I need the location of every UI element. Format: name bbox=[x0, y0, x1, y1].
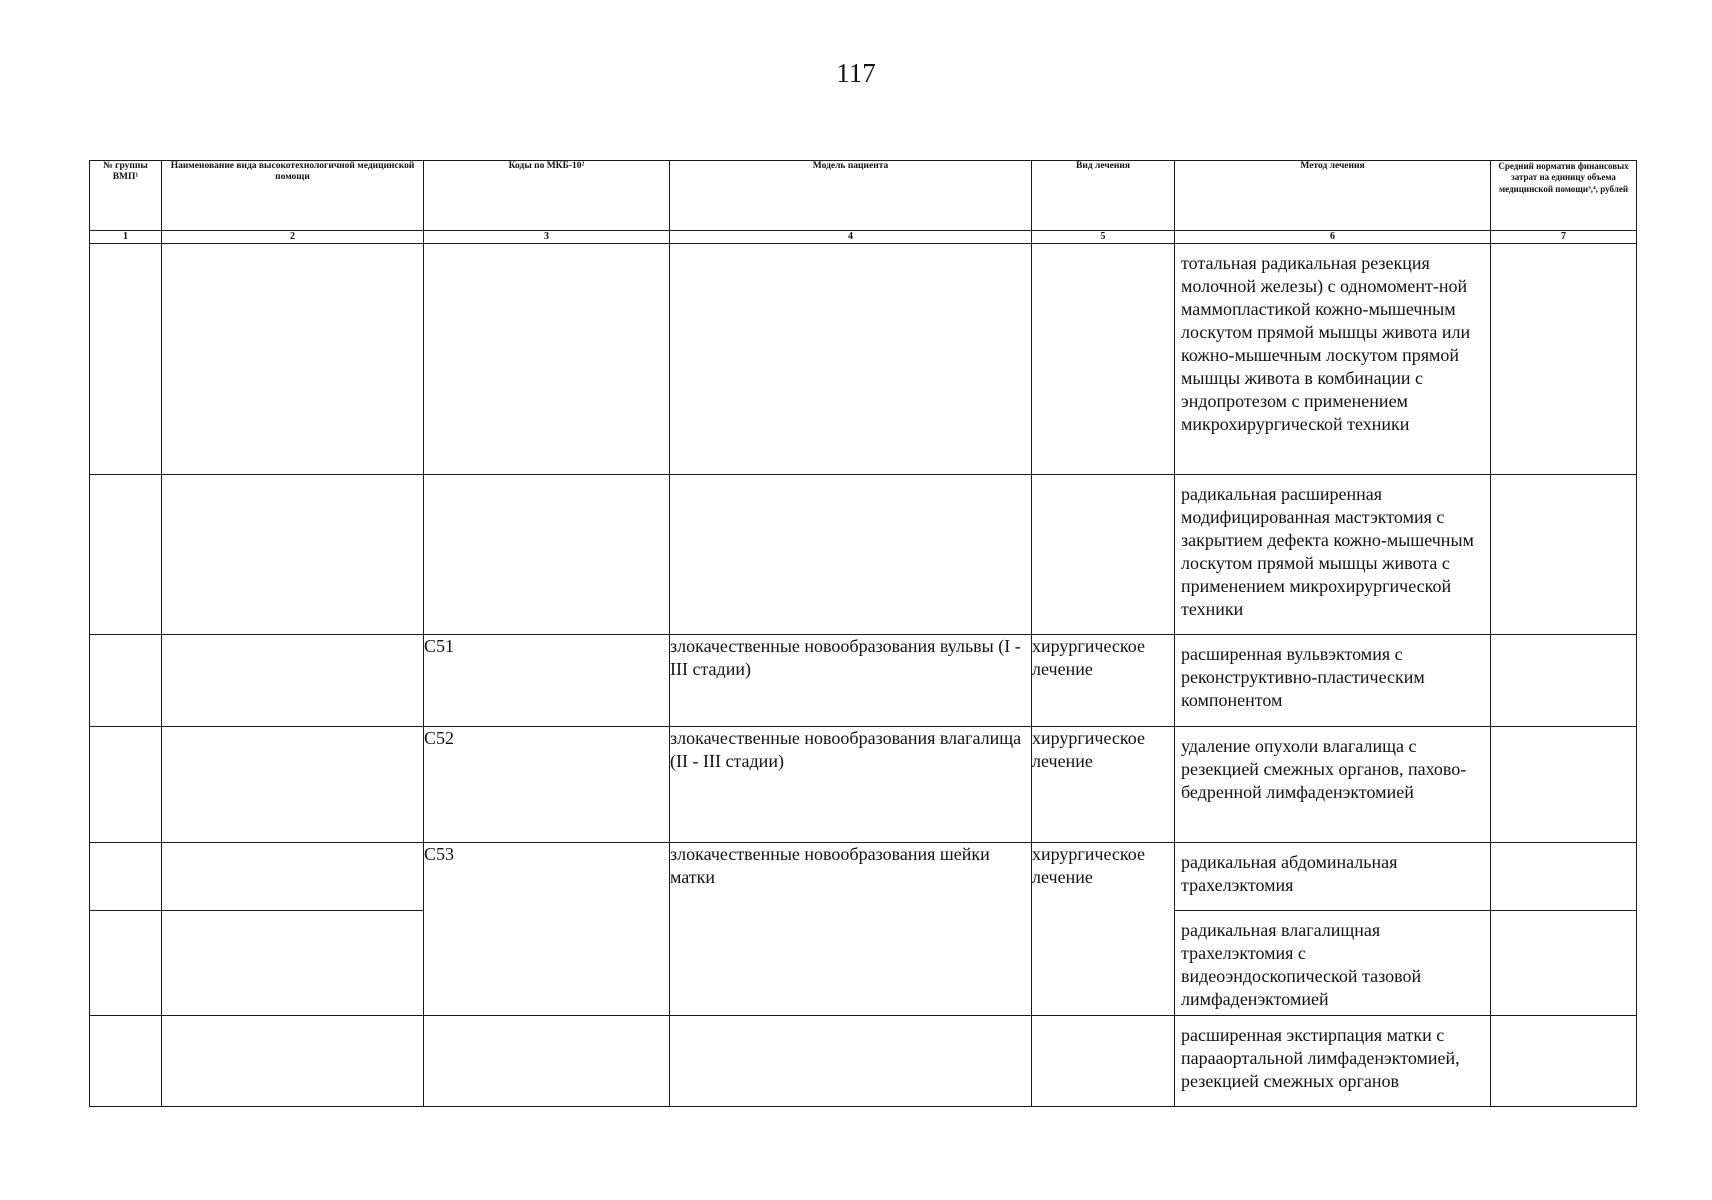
cost-cell bbox=[1491, 475, 1637, 635]
column-number: 5 bbox=[1032, 231, 1175, 244]
column-number: 6 bbox=[1175, 231, 1491, 244]
treatment-type-cell bbox=[1032, 1016, 1175, 1107]
group-cell bbox=[90, 1016, 162, 1107]
treatment-type-cell: хирургическое лечение bbox=[1032, 727, 1175, 843]
header-row bbox=[90, 161, 1637, 231]
method-cell: тотальная радикальная резекция молочной железы) с одномомент-ной маммопластикой кожно-мышечным лоскутом прямой мышцы живота или кожно-мышечным лоскутом прямой мышцы живота в комбинации с эндопротезом с применением микрохирургической техники bbox=[1175, 244, 1491, 475]
cost-cell bbox=[1491, 727, 1637, 843]
name-cell bbox=[162, 727, 424, 843]
group-cell bbox=[90, 843, 162, 911]
group-cell bbox=[90, 244, 162, 475]
header-treatment-method: Метод лечения bbox=[1175, 161, 1491, 231]
name-cell bbox=[162, 475, 424, 635]
header-group-number: № группы ВМП¹ bbox=[90, 161, 162, 231]
group-cell bbox=[90, 635, 162, 727]
column-number: 3 bbox=[424, 231, 670, 244]
method-cell: расширенная экстирпация матки с парааортальной лимфаденэктомией, резекцией смежных органов bbox=[1175, 1016, 1491, 1107]
treatment-type-cell bbox=[1032, 475, 1175, 635]
patient-model-cell bbox=[670, 475, 1032, 635]
header-care-name: Наименование вида высокотехнологичной медицинской помощи bbox=[162, 161, 424, 231]
table-row bbox=[90, 244, 1637, 475]
column-number: 1 bbox=[90, 231, 162, 244]
method-cell: расширенная вульвэктомия с реконструктивно-пластическим компонентом bbox=[1175, 635, 1491, 727]
cost-cell bbox=[1491, 244, 1637, 475]
method-cell: радикальная абдоминальная трахелэктомия bbox=[1175, 843, 1491, 911]
method-cell: удаление опухоли влагалища с резекцией смежных органов, пахово-бедренной лимфаденэктомией bbox=[1175, 727, 1491, 843]
treatment-type-cell: хирургическое лечение bbox=[1032, 843, 1175, 1016]
patient-model-cell bbox=[670, 1016, 1032, 1107]
patient-model-cell: злокачественные новообразования вульвы (I - III стадии) bbox=[670, 635, 1032, 727]
group-cell bbox=[90, 727, 162, 843]
code-cell bbox=[424, 1016, 670, 1107]
cost-cell bbox=[1491, 635, 1637, 727]
method-cell: радикальная расширенная модифицированная мастэктомия с закрытием дефекта кожно-мышечным лоскутом прямой мышцы живота с применением микрохирургической техники bbox=[1175, 475, 1491, 635]
code-cell: C51 bbox=[424, 635, 670, 727]
column-number: 4 bbox=[670, 231, 1032, 244]
name-cell bbox=[162, 244, 424, 475]
code-cell bbox=[424, 475, 670, 635]
header-patient-model: Модель пациента bbox=[670, 161, 1032, 231]
column-number: 2 bbox=[162, 231, 424, 244]
table-row bbox=[90, 475, 1637, 635]
name-cell bbox=[162, 635, 424, 727]
page-number: 117 bbox=[836, 58, 876, 88]
method-cell: радикальная влагалищная трахелэктомия с видеоэндоскопической тазовой лимфаденэктомией bbox=[1175, 911, 1491, 1016]
column-number: 7 bbox=[1491, 231, 1637, 244]
table-row bbox=[90, 727, 1637, 843]
column-number-row bbox=[90, 231, 1637, 244]
cost-cell bbox=[1491, 1016, 1637, 1107]
header-treatment-type: Вид лечения bbox=[1032, 161, 1175, 231]
cost-cell bbox=[1491, 911, 1637, 1016]
table-row bbox=[90, 635, 1637, 727]
patient-model-cell bbox=[670, 244, 1032, 475]
name-cell bbox=[162, 911, 424, 1016]
table-row bbox=[90, 843, 1637, 911]
table-row bbox=[90, 1016, 1637, 1107]
treatment-type-cell: хирургическое лечение bbox=[1032, 635, 1175, 727]
treatment-type-cell bbox=[1032, 244, 1175, 475]
code-cell bbox=[424, 244, 670, 475]
header-average-cost: Средний норматив финансовых затрат на единицу объема медицинской помощи³,⁴, рублей bbox=[1491, 161, 1637, 231]
patient-model-cell: злокачественные новообразования шейки матки bbox=[670, 843, 1032, 1016]
code-cell: C52 bbox=[424, 727, 670, 843]
header-icd-codes: Коды по МКБ-10² bbox=[424, 161, 670, 231]
group-cell bbox=[90, 475, 162, 635]
name-cell bbox=[162, 1016, 424, 1107]
group-cell bbox=[90, 911, 162, 1016]
name-cell bbox=[162, 843, 424, 911]
cost-cell bbox=[1491, 843, 1637, 911]
patient-model-cell: злокачественные новообразования влагалища (II - III стадии) bbox=[670, 727, 1032, 843]
code-cell: C53 bbox=[424, 843, 670, 1016]
medical-care-table bbox=[89, 160, 1637, 1107]
